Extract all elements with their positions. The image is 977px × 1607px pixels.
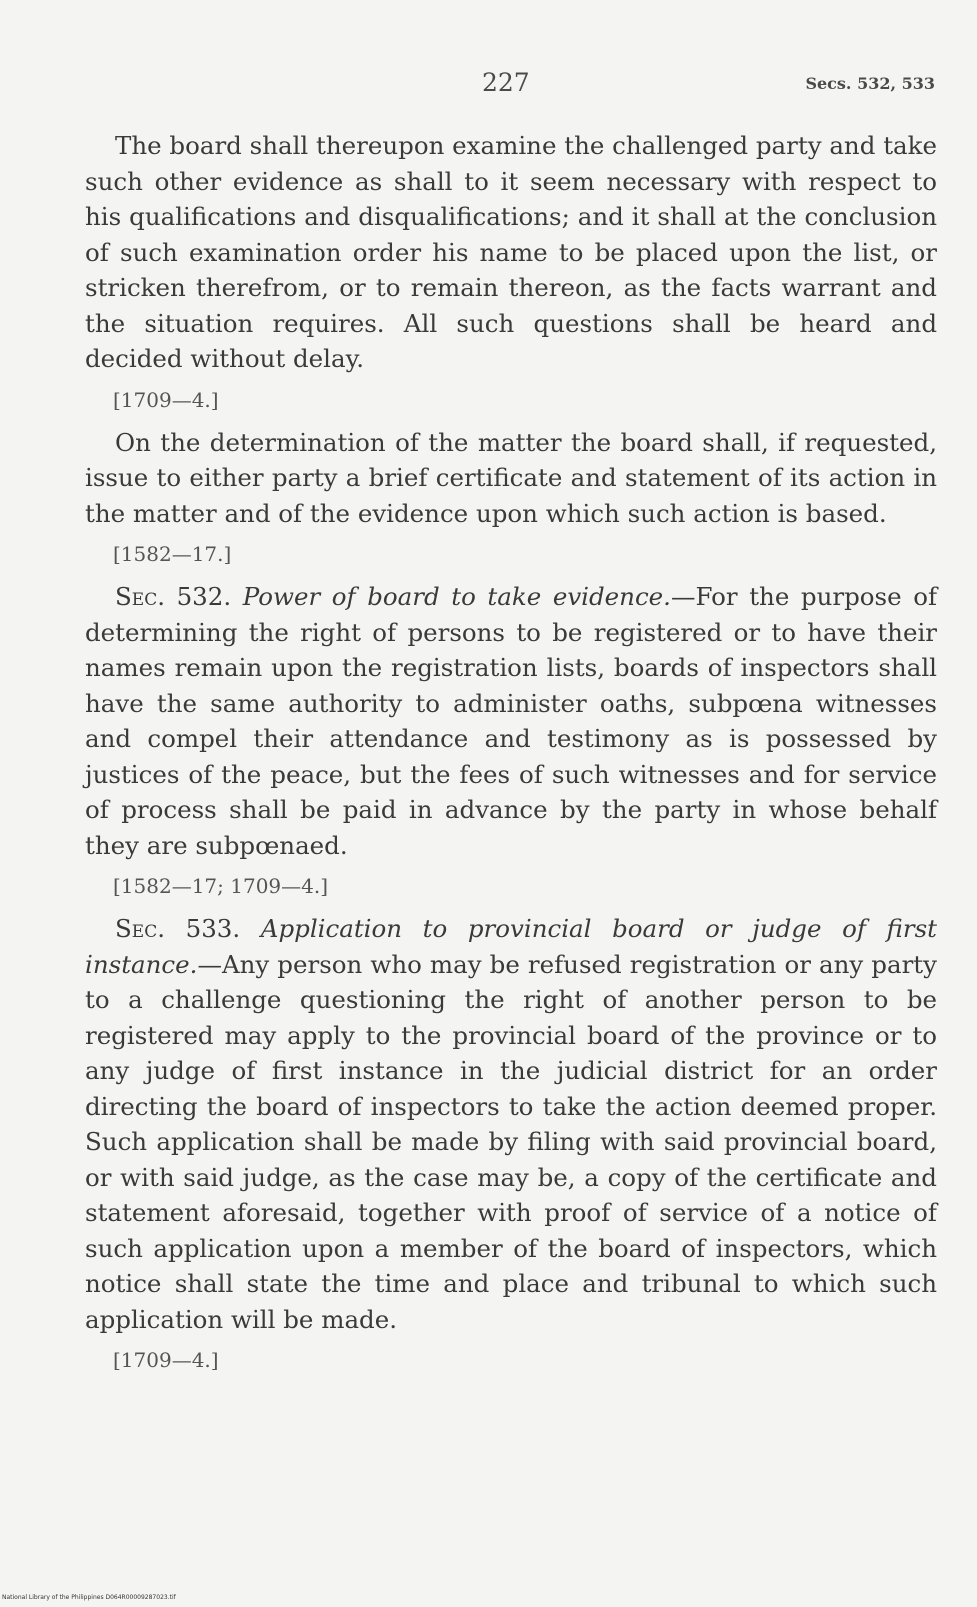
page-number: 227	[482, 68, 530, 97]
section-533	[85, 911, 937, 1337]
section-532	[85, 579, 937, 863]
section-title: Power of board to take evidence.	[242, 582, 671, 611]
section-text: —Any person who may be refused registration or any party to a challenge questioning the right of another person to be registered may apply to the provincial board of the province or to any judge of first instance in the judicial district for an order directing the board of inspectors to take the action deemed proper. Such application shall be made by filing with said provincial board, or with said judge, as the case may be, a copy of the certificate and statement aforesaid, together with proof of service of a notice of such application upon a member of the board of inspectors, which notice shall state the time and place and tribunal to which such application will be made.	[85, 949, 937, 1334]
section-label: Sec. 533.	[115, 914, 241, 943]
paragraph-certificate: On the determination of the matter the board shall, if requested, issue to either party a brief certificate and statement of its action in the matter and of the evidence upon which such action is based.	[85, 427, 937, 528]
page-header	[0, 68, 977, 108]
citation: [1582—17; 1709—4.]	[113, 874, 329, 898]
paragraph-challenge-examination: The board shall thereupon examine the challenged party and take such other evidence as shall to it seem necessary with respect to his qualifications and disqualifications; and it shall at the conclusion of such examination order his name to be placed upon the list, or stricken therefrom, or to remain thereon, as the facts warrant and the situation requires. All such questions shall be heard and decided without delay.	[85, 131, 937, 373]
citation: [1709—4.]	[113, 1348, 219, 1372]
page-body	[85, 128, 937, 1385]
running-head: Secs. 532, 533	[805, 74, 935, 93]
section-text: —For the purpose of determining the right of persons to be registered or to have their names remain upon the registration lists, boards of inspectors shall have the same authority to administer oaths, subpœna witnesses and compel their attendance and testimony as is possessed by justices of the peace, but the fees of such witnesses and for service of process shall be paid in advance by the party in whose behalf they are subpœnaed.	[85, 582, 938, 860]
scan-footer: National Library of the Philippines D064R00009287023.tif	[2, 1594, 176, 1601]
section-title: Application to provincial board or judge of first instance.	[85, 914, 937, 979]
citation: [1582—17.]	[113, 542, 232, 566]
citation: [1709—4.]	[113, 387, 219, 412]
section-label: Sec. 532.	[115, 582, 232, 611]
